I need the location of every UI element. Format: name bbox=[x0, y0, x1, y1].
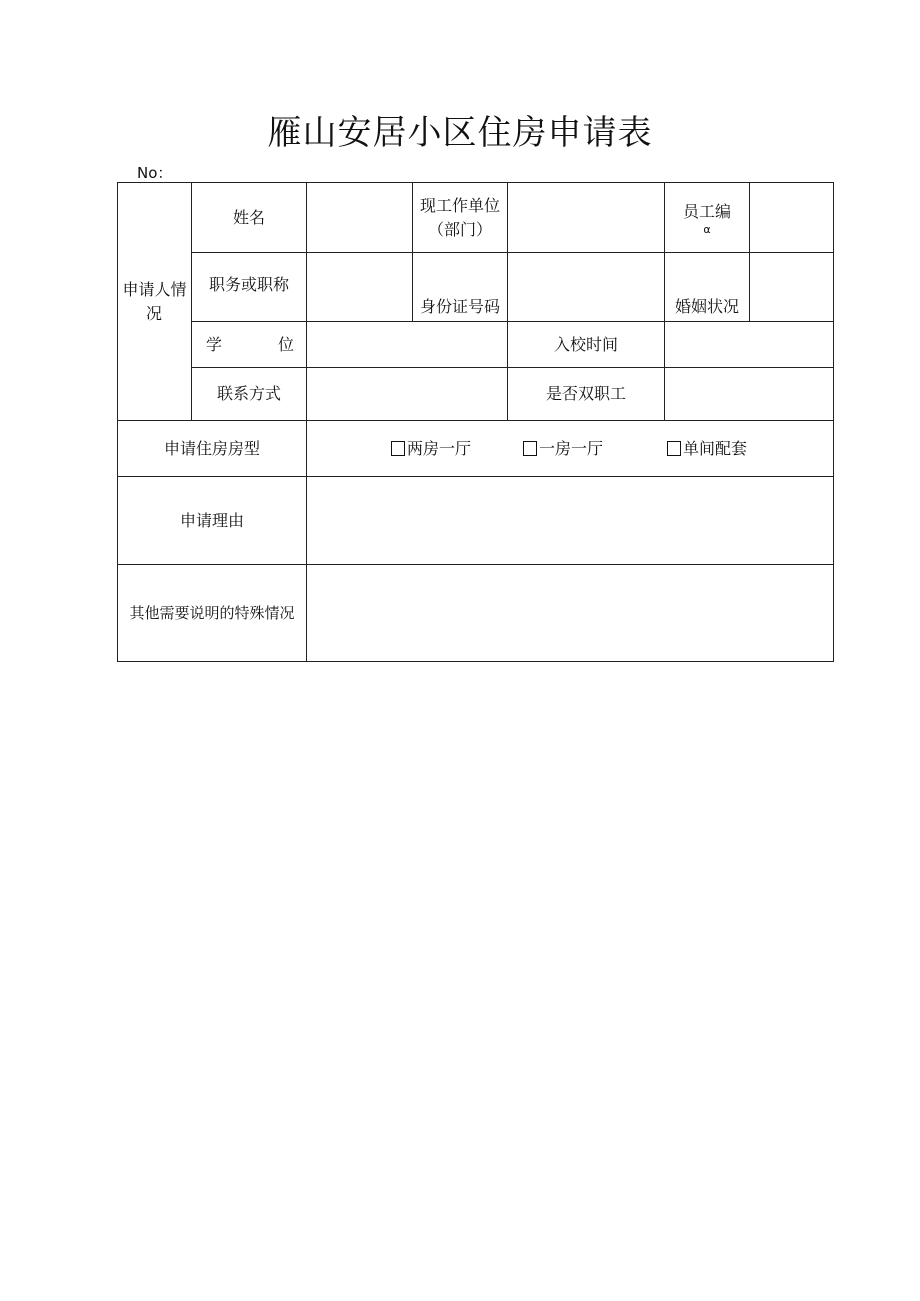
form-title: 雁山安居小区住房申请表 bbox=[267, 113, 653, 153]
housing-option-two-bedroom[interactable] bbox=[391, 437, 523, 461]
position-field[interactable] bbox=[307, 253, 413, 322]
entry-time-label: 入校时间 bbox=[508, 322, 665, 368]
degree-label-char1: 学 bbox=[206, 334, 223, 354]
reason-label: 申请理由 bbox=[118, 477, 307, 565]
employee-id-label-line1: 员工编 bbox=[682, 201, 731, 221]
table-row bbox=[118, 183, 834, 253]
checkbox-icon[interactable] bbox=[667, 441, 681, 456]
applicant-section-label-line2: 况 bbox=[146, 303, 163, 323]
checkbox-icon[interactable] bbox=[523, 441, 537, 456]
degree-label bbox=[192, 322, 307, 368]
degree-field[interactable] bbox=[307, 322, 508, 368]
marital-status-label: 婚姻状况 bbox=[665, 253, 750, 322]
housing-type-options bbox=[307, 421, 834, 477]
dual-employee-field[interactable] bbox=[665, 368, 834, 421]
work-unit-field[interactable] bbox=[508, 183, 665, 253]
housing-option-label: 单间配套 bbox=[683, 438, 748, 458]
housing-option-label: 一房一厅 bbox=[539, 438, 604, 458]
table-row bbox=[118, 477, 834, 565]
id-number-label: 身份证号码 bbox=[413, 253, 508, 322]
name-label: 姓名 bbox=[192, 183, 307, 253]
table-row bbox=[118, 253, 834, 322]
housing-option-studio[interactable] bbox=[667, 437, 747, 461]
contact-field[interactable] bbox=[307, 368, 508, 421]
table-row bbox=[118, 421, 834, 477]
entry-time-field[interactable] bbox=[665, 322, 834, 368]
reason-field[interactable] bbox=[307, 477, 834, 565]
work-unit-label bbox=[413, 183, 508, 253]
marital-status-field[interactable] bbox=[750, 253, 834, 322]
employee-id-label-line2: α bbox=[703, 222, 711, 236]
employee-id-label bbox=[665, 183, 750, 253]
contact-label: 联系方式 bbox=[192, 368, 307, 421]
checkbox-icon[interactable] bbox=[391, 441, 405, 456]
serial-number-label: No： bbox=[137, 164, 173, 182]
position-label: 职务或职称 bbox=[192, 253, 307, 322]
work-unit-label-line2: （部门） bbox=[427, 219, 492, 239]
applicant-section-label bbox=[118, 183, 192, 421]
applicant-section-label-line1: 申请人情 bbox=[122, 279, 187, 299]
special-circumstances-field[interactable] bbox=[307, 565, 834, 662]
housing-option-label: 两房一厅 bbox=[407, 438, 472, 458]
application-form-table bbox=[117, 182, 834, 662]
employee-id-field[interactable] bbox=[750, 183, 834, 253]
id-number-field[interactable] bbox=[508, 253, 665, 322]
dual-employee-label: 是否双职工 bbox=[508, 368, 665, 421]
degree-label-char2: 位 bbox=[277, 334, 294, 354]
work-unit-label-line1: 现工作单位 bbox=[419, 195, 500, 215]
housing-option-one-bedroom[interactable] bbox=[523, 437, 667, 461]
table-row bbox=[118, 322, 834, 368]
housing-type-label: 申请住房房型 bbox=[118, 421, 307, 477]
name-field[interactable] bbox=[307, 183, 413, 253]
special-circumstances-label: 其他需要说明的特殊情况 bbox=[118, 565, 307, 662]
table-row bbox=[118, 565, 834, 662]
table-row bbox=[118, 368, 834, 421]
